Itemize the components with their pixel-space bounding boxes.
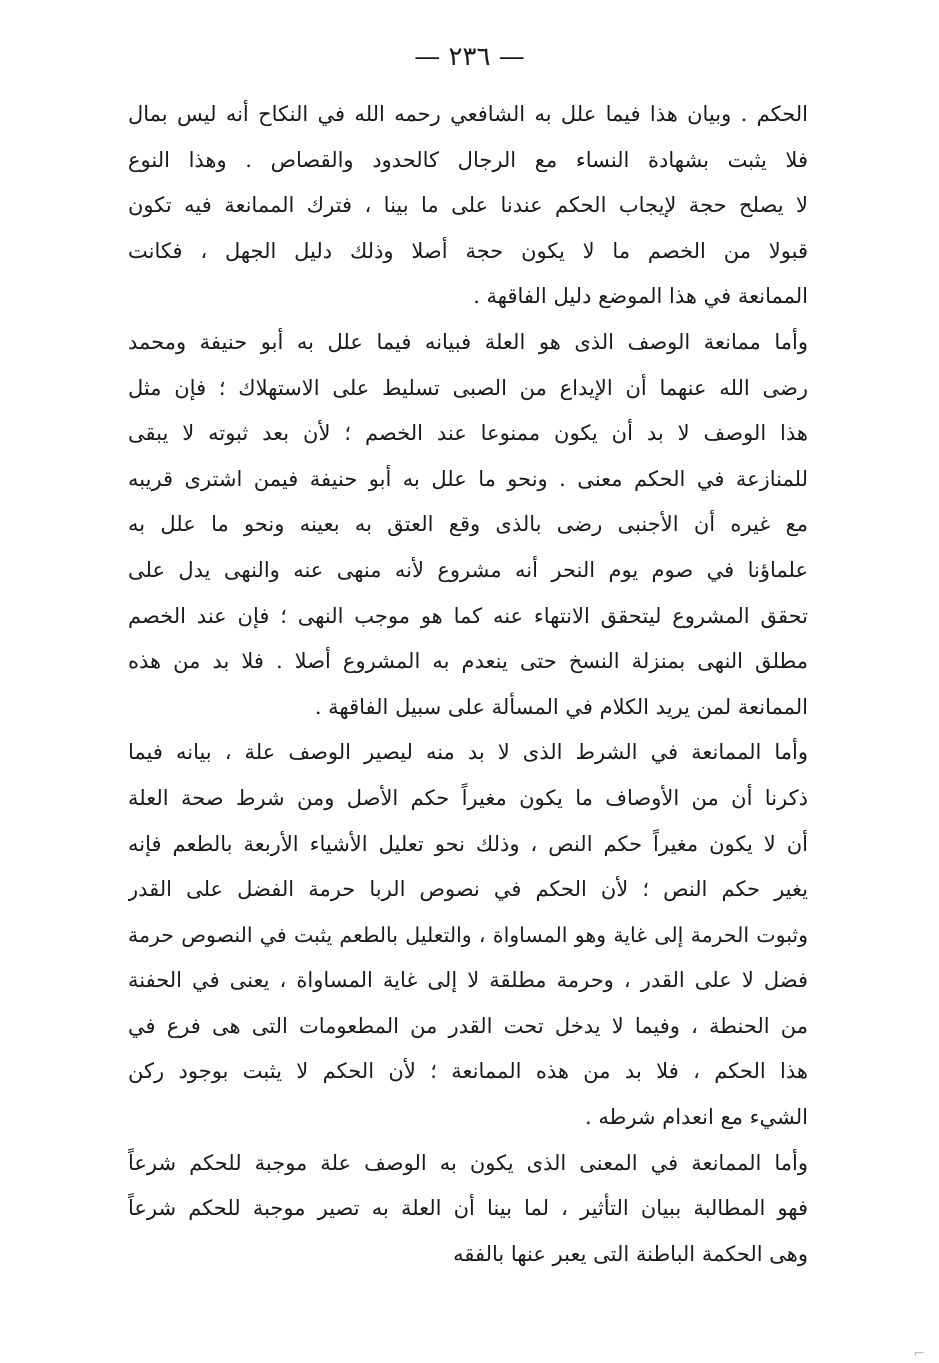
text-line: علماؤنا في صوم يوم النحر أنه مشروع لأنه منهى عنه والنهى يدل على bbox=[128, 557, 808, 582]
page-number: — ٢٣٦ — bbox=[414, 42, 525, 72]
paragraph-2 bbox=[128, 320, 808, 730]
text-body bbox=[128, 92, 808, 1277]
text-line: لا يصلح حجة لإيجاب الحكم عندنا على ما بينا ، فترك الممانعة فيه تكون bbox=[128, 193, 808, 218]
paragraph-1 bbox=[128, 92, 808, 320]
text-line: وأما ممانعة الوصف الذى هو العلة فبيانه فيما علل به أبو حنيفة ومحمد bbox=[128, 329, 808, 354]
paragraph-4 bbox=[128, 1141, 808, 1278]
text-line: يغير حكم النص ؛ لأن الحكم في نصوص الربا حرمة الفضل على القدر bbox=[128, 877, 808, 902]
text-line: فلا يثبت بشهادة النساء مع الرجال كالحدود والقصاص . وهذا النوع bbox=[128, 147, 808, 172]
text-line: مع غيره أن الأجنبى رضى بالذى وقع العتق به بعينه ونحو ما علل به bbox=[128, 512, 808, 537]
text-line: فضل لا على القدر ، وحرمة مطلقة لا إلى غاية المساواة ، يعنى في الحفنة bbox=[128, 968, 808, 993]
text-line: ذكرنا أن من الأوصاف ما يكون مغيراً حكم الأصل ومن شرط صحة العلة bbox=[128, 785, 808, 810]
text-line: للمنازعة في الحكم معنى . ونحو ما علل به أبو حنيفة فيمن اشترى قريبه bbox=[128, 466, 808, 491]
text-line: تحقق المشروع ليتحقق الانتهاء عنه كما هو موجب النهى ؛ فإن عند الخصم bbox=[128, 603, 808, 628]
paragraph-3 bbox=[128, 730, 808, 1140]
text-line: قبولا من الخصم ما لا يكون حجة أصلا وذلك دليل الجهل ، فكانت bbox=[128, 238, 808, 263]
text-line: رضى الله عنهما أن الإيداع من الصبى تسليط على الاستهلاك ؛ فإن مثل bbox=[128, 375, 808, 400]
text-line: من الحنطة ، وفيما لا يدخل تحت القدر من المطعومات التى هى فرع في bbox=[128, 1013, 808, 1038]
text-line: الممانعة لمن يريد الكلام في المسألة على سبيل الفاقهة . bbox=[314, 694, 808, 719]
text-line: وهى الحكمة الباطنة التى يعبر عنها بالفقه bbox=[453, 1241, 808, 1266]
text-line: الحكم . وبيان هذا فيما علل به الشافعي رحمه الله في النكاح أنه ليس بمال bbox=[128, 102, 808, 126]
text-line: الممانعة في هذا الموضع دليل الفاقهة . bbox=[473, 284, 808, 309]
text-line: الشيء مع انعدام شرطه . bbox=[585, 1105, 808, 1130]
text-line: هذا الحكم ، فلا بد من هذه الممانعة ؛ لأن الحكم لا يثبت بوجود ركن bbox=[128, 1059, 808, 1084]
text-line: فهو المطالبة ببيان التأثير ، لما بينا أن العلة به تصير موجبة للحكم شرعاً bbox=[128, 1196, 808, 1221]
scan-mark-icon: ⌐ bbox=[913, 1346, 925, 1362]
text-line: هذا الوصف لا بد أن يكون ممنوعا عند الخصم ؛ لأن بعد ثبوته لا يبقى bbox=[128, 421, 808, 446]
text-line: وأما الممانعة في الشرط الذى لا بد منه ليصير الوصف علة ، بيانه فيما bbox=[128, 740, 808, 765]
text-line: وأما الممانعة في المعنى الذى يكون به الوصف علة موجبة للحكم شرعاً bbox=[128, 1150, 808, 1175]
text-line: وثبوت الحرمة إلى غاية وهو المساواة ، والتعليل بالطعم يثبت في النصوص حرمة bbox=[128, 922, 808, 947]
text-line: أن لا يكون مغيراً حكم النص ، وذلك نحو تعليل الأشياء الأربعة بالطعم فإنه bbox=[128, 831, 808, 856]
text-line: مطلق النهى بمنزلة النسخ حتى ينعدم به المشروع أصلا . فلا بد من هذه bbox=[128, 649, 808, 674]
